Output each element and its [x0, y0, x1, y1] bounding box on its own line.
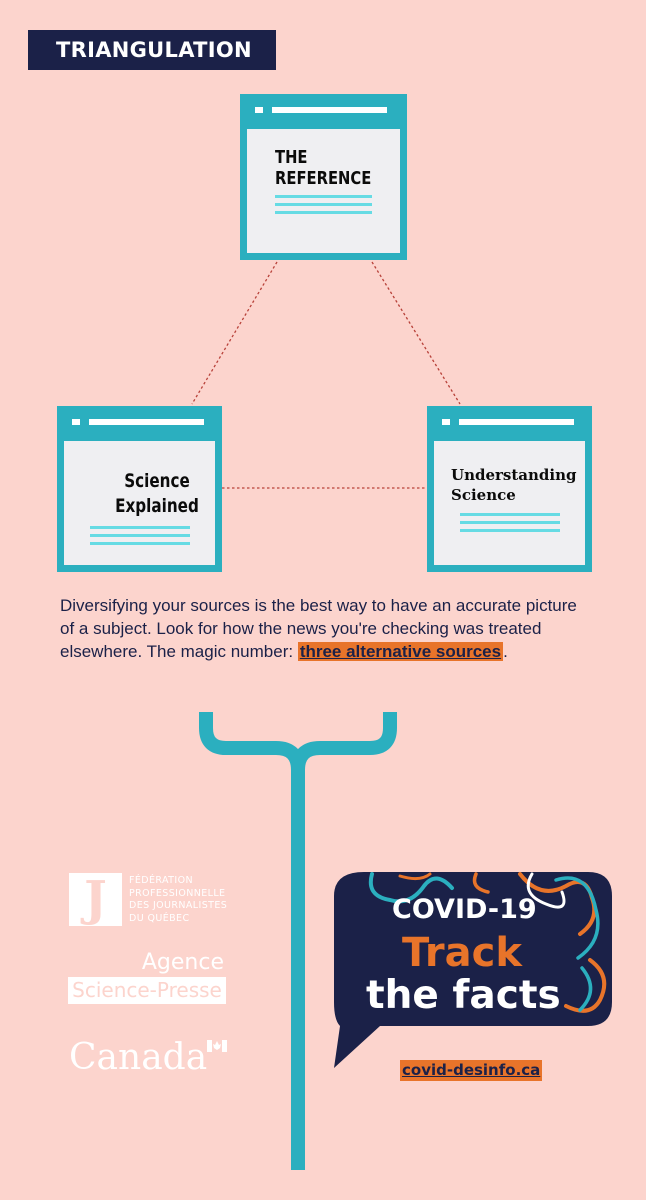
canada-text: Canada: [69, 1037, 208, 1078]
campaign-line1: COVID-19: [392, 894, 537, 925]
highlight-three-sources: three alternative sources: [299, 642, 502, 661]
fpjq-line-3: DES JOURNALISTES: [129, 900, 228, 911]
description-text: Diversifying your sources is the best way to have an accurate picture of a subject. Look for how the news you're checking was treated elsewhere. The magic number:: [60, 596, 577, 661]
fpjq-line-1: FÉDÉRATION: [129, 875, 193, 886]
understanding-science-line2: Science: [451, 486, 516, 504]
fpjq-logo-letter: J: [84, 871, 107, 927]
agence-line1: Agence: [141, 950, 224, 975]
science-explained-line2: Explained: [115, 495, 199, 517]
science-explained-line1: Science: [124, 470, 190, 492]
campaign-line2: Track: [402, 930, 522, 976]
fpjq-line-4: DU QUÉBEC: [129, 912, 190, 924]
campaign-line3: the facts: [366, 973, 561, 1018]
campaign-url-link[interactable]: covid-desinfo.ca: [402, 1061, 541, 1079]
agence-line2: Science-Presse: [68, 977, 226, 1004]
understanding-science-line1: Understanding: [451, 466, 577, 484]
fpjq-line-2: PROFESSIONNELLE: [129, 887, 226, 899]
description-end: .: [503, 642, 508, 661]
reference-title-line2: REFERENCE: [275, 168, 372, 189]
reference-title-line1: THE: [275, 147, 308, 168]
page-title: TRIANGULATION: [28, 30, 276, 70]
